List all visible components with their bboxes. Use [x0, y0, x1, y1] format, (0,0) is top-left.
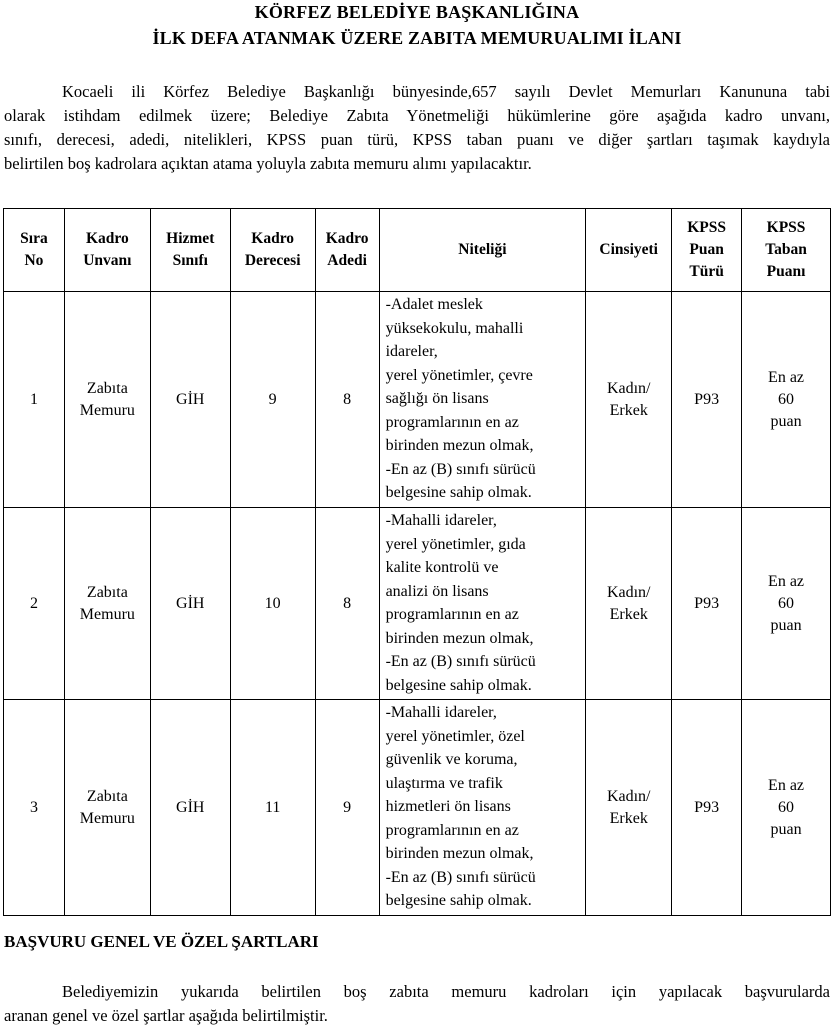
header-kpss-taban-puani: KPSS Taban Puanı — [742, 209, 831, 292]
cell-puan-turu: P93 — [672, 700, 742, 916]
header-kadro-unvani: Kadro Unvanı — [64, 209, 150, 292]
intro-line: belirtilen boş kadrolara açıktan atama yoluyla zabıta memuru alımı yapılacaktır. — [4, 154, 532, 173]
table-row — [4, 292, 831, 508]
intro-line: Kocaeli ili Körfez Belediye Başkanlığı bünyesinde,657 sayılı Devlet Memurları Kanununa tabi — [62, 82, 830, 101]
cell-sinif: GİH — [150, 700, 230, 916]
cell-taban-puan: En az 60 puan — [742, 508, 831, 700]
intro-paragraph — [4, 80, 830, 176]
cell-sira: 1 — [4, 292, 65, 508]
header-cinsiyeti: Cinsiyeti — [586, 209, 672, 292]
cell-cinsiyet: Kadın/ Erkek — [586, 508, 672, 700]
section-line: aranan genel ve özel şartlar aşağıda belirtilmiştir. — [4, 1006, 328, 1025]
cell-unvan: Zabıta Memuru — [64, 292, 150, 508]
cell-adet: 8 — [315, 292, 379, 508]
cell-nitelik: -Mahalli idareler, yerel yönetimler, özel güvenlik ve koruma, ulaştırma ve trafik hizmetleri ön lisans programlarının en az birinden mezun olmak, -En az (B) sınıfı sürücü belgesine sahip olmak. — [379, 700, 586, 916]
cell-nitelik: -Adalet meslek yüksekokulu, mahalli idareler, yerel yönetimler, çevre sağlığı ön lisans programlarının en az birinden mezun olmak, -En az (B) sınıfı sürücü belgesine sahip olmak. — [379, 292, 586, 508]
cell-adet: 8 — [315, 508, 379, 700]
cell-puan-turu: P93 — [672, 292, 742, 508]
cell-nitelik: -Mahalli idareler, yerel yönetimler, gıda kalite kontrolü ve analizi ön lisans programlarının en az birinden mezun olmak, -En az (B) sınıfı sürücü belgesine sahip olmak. — [379, 508, 586, 700]
header-hizmet-sinifi: Hizmet Sınıfı — [150, 209, 230, 292]
document-subtitle: İLK DEFA ATANMAK ÜZERE ZABITA MEMURUALIMI İLANI — [152, 28, 682, 48]
section-line: Belediyemizin yukarıda belirtilen boş zabıta memuru kadroları için yapılacak başvurularda — [62, 982, 830, 1001]
table-row — [4, 700, 831, 916]
header-kadro-adedi: Kadro Adedi — [315, 209, 379, 292]
cell-sira: 2 — [4, 508, 65, 700]
intro-line: olarak istihdam edilmek üzere; Belediye Zabıta Yönetmeliği hükümlerine göre aşağıda kadro unvanı, — [4, 106, 830, 125]
cell-sinif: GİH — [150, 292, 230, 508]
cell-derece: 10 — [230, 508, 315, 700]
cell-taban-puan: En az 60 puan — [742, 700, 831, 916]
table-row — [4, 508, 831, 700]
cell-cinsiyet: Kadın/ Erkek — [586, 700, 672, 916]
intro-line: sınıfı, derecesi, adedi, nitelikleri, KPSS puan türü, KPSS taban puanı ve diğer şartları taşımak kaydıyla — [4, 130, 830, 149]
header-kpss-puan-turu: KPSS Puan Türü — [672, 209, 742, 292]
positions-table — [3, 208, 831, 916]
cell-taban-puan: En az 60 puan — [742, 292, 831, 508]
section-paragraph — [4, 980, 830, 1028]
header-niteligi: Niteliği — [379, 209, 586, 292]
section-heading: BAŞVURU GENEL VE ÖZEL ŞARTLARI — [4, 932, 319, 951]
cell-derece: 9 — [230, 292, 315, 508]
cell-cinsiyet: Kadın/ Erkek — [586, 292, 672, 508]
cell-puan-turu: P93 — [672, 508, 742, 700]
header-sira-no: Sıra No — [4, 209, 65, 292]
document-title: KÖRFEZ BELEDİYE BAŞKANLIĞINA — [254, 2, 580, 22]
cell-adet: 9 — [315, 700, 379, 916]
table-header-row — [4, 209, 831, 292]
cell-derece: 11 — [230, 700, 315, 916]
header-kadro-derecesi: Kadro Derecesi — [230, 209, 315, 292]
cell-unvan: Zabıta Memuru — [64, 508, 150, 700]
cell-sira: 3 — [4, 700, 65, 916]
cell-unvan: Zabıta Memuru — [64, 700, 150, 916]
cell-sinif: GİH — [150, 508, 230, 700]
